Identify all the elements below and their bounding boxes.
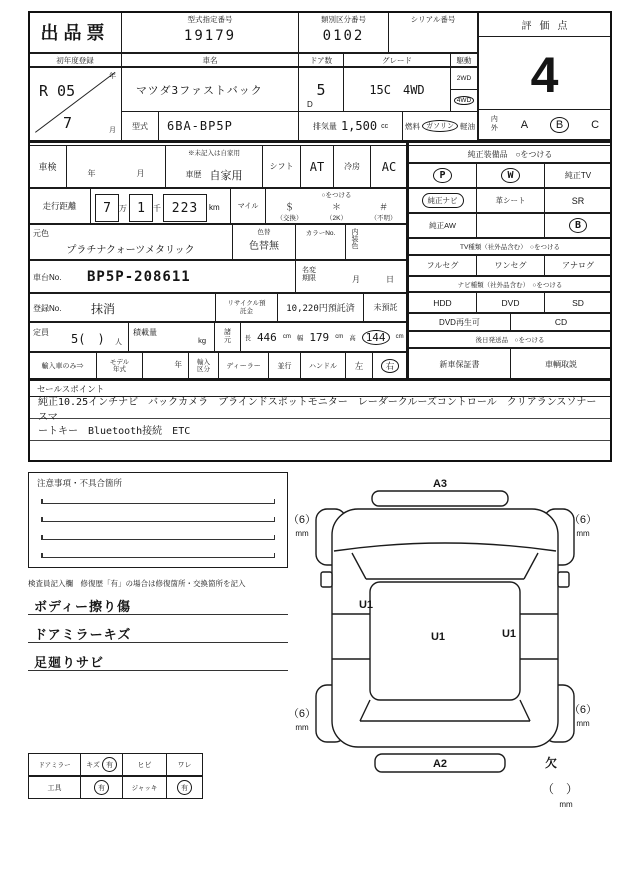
- odometer-rest-box: [163, 194, 207, 222]
- note-private: ※未記入は自家用: [188, 150, 240, 157]
- drive-4wd: 4WD: [456, 97, 472, 104]
- chassis-no: BP5P-208611: [87, 269, 191, 285]
- meter-note-cell: [265, 188, 408, 224]
- pw-mark: W: [507, 170, 514, 181]
- displacement-cell: [298, 111, 403, 141]
- inspector-item-1: ボディー擦り傷: [34, 599, 131, 614]
- genuine-tv-cell: 純正TV: [544, 163, 612, 188]
- height-cm: cm: [395, 334, 404, 340]
- model-year-cell: [96, 352, 143, 380]
- dvd-cell: DVD: [476, 292, 545, 313]
- tread-front-left-unit: mm: [295, 529, 309, 538]
- mile-label: マイル: [230, 188, 266, 224]
- mileage-man: 7: [103, 200, 111, 216]
- missing-unit: mm: [559, 800, 573, 809]
- height-label: 高: [349, 334, 356, 342]
- name-change-day: 日: [386, 275, 394, 284]
- tread-rear-right-unit: mm: [576, 719, 590, 728]
- first-reg-header: 初年度登録: [28, 53, 122, 67]
- tread-front-right: （6）: [568, 514, 598, 526]
- ac-label: 冷房: [333, 145, 371, 188]
- tread-front-left: （6）: [288, 514, 317, 526]
- meter-opt-2: [313, 200, 360, 222]
- chassis-cell: [28, 260, 296, 293]
- circle-note: ○をつける: [321, 192, 352, 199]
- grade-header: グレード: [343, 53, 451, 67]
- car-name-cell: [121, 67, 299, 112]
- year-unit: 年: [109, 73, 116, 80]
- analog-cell: アナログ: [544, 255, 612, 276]
- ac-value: AC: [381, 159, 397, 174]
- doors-header: ドア数: [298, 53, 344, 67]
- equipment-header: 純正装備品 ○をつける: [408, 145, 612, 163]
- score-value-area: [479, 36, 610, 114]
- meter1-sub: （交換）: [276, 215, 303, 222]
- grade-a: A: [520, 118, 529, 131]
- model-code: 6BA-BP5P: [167, 119, 233, 133]
- pw-oval: [501, 168, 519, 183]
- class-division-label: 類別区分番号: [321, 15, 366, 24]
- color-no-cell: [295, 224, 346, 260]
- capacity-value: 5( ): [71, 332, 105, 346]
- drive-header: 駆動: [450, 53, 478, 67]
- drive-4wd-cell: [450, 89, 478, 112]
- meter-opt-1: [266, 200, 313, 222]
- first-reg-year: R 05: [39, 82, 76, 100]
- history-value: 自家用: [209, 168, 243, 182]
- drive-2wd-cell: 2WD: [450, 67, 478, 90]
- length-label: 長: [244, 334, 251, 342]
- legend-jack-mark-cell: [166, 776, 203, 799]
- kg-unit: kg: [198, 336, 206, 345]
- int-ext-row: [479, 109, 610, 139]
- mileage-rest: 223: [171, 200, 199, 216]
- cd-cell: CD: [510, 313, 612, 331]
- sales-point-line2-row: [28, 419, 612, 441]
- title-cell: [28, 11, 122, 53]
- displacement-value: 1,500: [340, 119, 378, 133]
- ac-cell: [370, 145, 408, 188]
- meter2-sub: （2K）: [326, 215, 347, 222]
- fuel-gasoline: ガソリン: [426, 123, 454, 130]
- shaken-label: 車検: [28, 145, 67, 188]
- caution-line-3: [41, 531, 275, 540]
- doors-value: 5: [316, 80, 326, 99]
- divider-vertical: [406, 140, 409, 380]
- divider-top: [28, 140, 612, 143]
- fuel-diesel: 軽油: [460, 121, 475, 131]
- tread-rear-left-unit: mm: [295, 723, 309, 732]
- mirror-left: [321, 572, 332, 587]
- shaken-month-unit: 月: [136, 169, 145, 178]
- sales-point-line1-row: [28, 396, 612, 423]
- sd-cell: SD: [544, 292, 612, 313]
- fuel-cell: [402, 111, 478, 141]
- height-oval: [362, 330, 390, 345]
- dent-mark-center: U1: [430, 631, 446, 643]
- color-change-value: 色替無: [249, 241, 279, 252]
- full-seg-cell: フルセグ: [408, 255, 477, 276]
- front-damage-mark: A3: [432, 478, 448, 490]
- fuel-gasoline-oval: [422, 120, 458, 132]
- one-seg-cell: ワンセグ: [476, 255, 545, 276]
- mirror-right: [558, 572, 569, 587]
- missing-value: （ ）: [541, 782, 579, 796]
- name-change-month: 月: [352, 275, 360, 284]
- aw-mark-cell: [544, 213, 612, 238]
- legend-split: ワレ: [166, 753, 203, 776]
- load-cell: [128, 322, 215, 352]
- dvd-play-cell: DVD再生可: [408, 313, 511, 331]
- inspector-note: 検査員記入欄 修復歴「有」の場合は修復箇所・交換箇所を記入: [28, 579, 246, 588]
- load-label: 積載量: [133, 328, 157, 337]
- km-unit: km: [209, 203, 220, 212]
- shaken-year-unit: 年: [87, 169, 96, 178]
- dent-mark-right: U1: [501, 628, 517, 640]
- model-year-label: モデル年式: [109, 358, 130, 373]
- length-cm: cm: [282, 334, 291, 340]
- import-class-label: 輸入区分: [197, 358, 210, 373]
- man-unit: 万: [119, 204, 127, 213]
- manual-cell: 車輌取説: [510, 348, 612, 380]
- legend-scratch: キズ: [86, 761, 100, 769]
- cc-unit: cc: [381, 122, 389, 130]
- int-ext-label: 内外: [490, 116, 498, 132]
- model-designation-cell: [121, 11, 299, 53]
- history-label: 車歴: [185, 170, 202, 179]
- car-name-header: 車名: [121, 53, 299, 67]
- score-box: [477, 11, 612, 141]
- import-class-cell: [188, 352, 219, 380]
- legend-tools: 工具: [28, 776, 81, 799]
- grade-b: B: [555, 118, 564, 131]
- meter2: ＊: [331, 202, 341, 212]
- caution-line-4: [41, 549, 275, 558]
- sales-point-line1: 純正10.25インチナビ バックカメラ ブラインドスポットモニター レーダークルーズコントロール クリアランスソナー スマ: [38, 396, 607, 423]
- score-header: [479, 13, 610, 37]
- legend-jack-mark: 有: [177, 780, 192, 795]
- meter3: ＃: [378, 202, 388, 212]
- front-bumper: [372, 491, 508, 506]
- genuine-navi-oval: [422, 193, 464, 208]
- drive-4wd-oval: [454, 96, 474, 105]
- name-change-label: 名変期限: [302, 267, 316, 283]
- hdd-cell: HDD: [408, 292, 477, 313]
- genuine-aw-cell: 純正AW: [408, 213, 477, 238]
- inspector-underline-2: [28, 642, 288, 643]
- color-change-cell: [232, 224, 296, 260]
- first-reg-cell: [28, 67, 122, 141]
- dealer-cell: ディーラー: [218, 352, 269, 380]
- shift-value: AT: [309, 159, 325, 174]
- tv-type-header: TV種類（社外品含む） ○をつける: [408, 238, 612, 255]
- model-label: 型式: [121, 111, 159, 141]
- handle-right: 右: [385, 361, 395, 371]
- color-no-label: カラーNo.: [305, 230, 336, 237]
- meter-opt-3: [360, 200, 407, 222]
- recycle-label-cell: [215, 293, 278, 322]
- ps-mark: P: [439, 170, 446, 181]
- caution-line-2: [41, 513, 275, 522]
- model-year-unit: 年: [174, 360, 182, 369]
- diagonal-slash: [35, 72, 115, 133]
- ps-oval: [433, 168, 451, 183]
- mileage-sen: 1: [137, 200, 145, 216]
- spec-label: 諸元: [224, 328, 231, 344]
- history-cell: [165, 145, 263, 188]
- pw-cell: [476, 163, 545, 188]
- ps-cell: [408, 163, 477, 188]
- car-body: [332, 509, 558, 747]
- serial-label: シリアル番号: [410, 15, 456, 24]
- legend-scratch-cell: [80, 753, 123, 776]
- sales-point-label: セールスポイント: [37, 383, 105, 394]
- length-value: 446: [256, 330, 277, 344]
- recycle-label: リサイクル預託金: [227, 300, 266, 315]
- grade-c: C: [591, 118, 600, 131]
- legend-tools-mark-cell: [80, 776, 123, 799]
- equipment-blank-cell: [476, 213, 545, 238]
- doors-cell: [298, 67, 344, 112]
- grade-b-oval: [550, 117, 569, 133]
- meter3-sub: （不明）: [370, 215, 397, 222]
- sheet-title: 出品票: [40, 23, 110, 43]
- model-code-cell: [158, 111, 299, 141]
- interior-color-cell: [345, 224, 408, 260]
- width-cm: cm: [335, 334, 344, 340]
- mileage-label: 走行距離: [28, 188, 91, 224]
- color-label: 元色: [33, 229, 49, 238]
- recycle-paid: 10,220円預託済: [286, 304, 355, 314]
- displacement-label: 排気量: [312, 121, 337, 131]
- model-year-value-cell: [142, 352, 189, 380]
- legend-scratch-mark: 有: [102, 757, 117, 772]
- sen-unit: 千: [153, 204, 161, 213]
- tread-rear-left: （6）: [288, 708, 317, 720]
- meter1: ＄: [284, 202, 294, 212]
- car-name: マツダ3ファストバック: [136, 83, 263, 97]
- odometer-cell: [90, 188, 231, 224]
- person-unit: 人: [115, 339, 122, 346]
- genuine-navi: 純正ナビ: [427, 196, 458, 205]
- car-diagram: [288, 465, 618, 815]
- legend-tools-mark: 有: [94, 780, 109, 795]
- handle-right-cell: [372, 352, 408, 380]
- legend-door-mirror: ドアミラー: [28, 753, 81, 776]
- chassis-label: 車台No.: [33, 273, 62, 282]
- class-division-no: 0102: [322, 28, 365, 44]
- reg-cell: [28, 293, 216, 322]
- spec-label-cell: [214, 322, 241, 352]
- genuine-navi-cell: [408, 188, 477, 213]
- parallel-cell: 並行: [268, 352, 301, 380]
- caution-box: [28, 472, 288, 568]
- color-value: プラチナクォーツメタリック: [66, 244, 195, 256]
- rear-damage-mark: A2: [432, 758, 448, 770]
- sales-point-line2: ートキー Bluetooth接続 ETC: [38, 426, 191, 437]
- color-change-label: 色替: [257, 229, 271, 236]
- handle-label: ハンドル: [300, 352, 346, 380]
- width-label: 幅: [296, 334, 304, 342]
- inspector-item-3: 足廻りサビ: [34, 655, 105, 670]
- doors-sub: D: [307, 100, 313, 109]
- later-ship-header: 後日発送品 ○をつける: [408, 331, 612, 348]
- score-label: 評価点: [521, 21, 576, 32]
- inspector-underline-3: [28, 670, 288, 671]
- legend-crack: ヒビ: [122, 753, 167, 776]
- recycle-paid-cell: [277, 293, 364, 322]
- score-value: 4: [530, 47, 559, 103]
- caution-label: 注意事項・不具合箇所: [37, 478, 123, 488]
- aw-mark: B: [574, 220, 582, 231]
- navi-type-header: ナビ種類（社外品含む） ○をつける: [408, 276, 612, 292]
- missing-label: 欠: [544, 756, 558, 770]
- width-value: 179: [309, 330, 330, 344]
- reg-status: 抹消: [91, 302, 116, 316]
- inspector-underline-1: [28, 614, 288, 615]
- grade-cell: [343, 67, 451, 112]
- tread-rear-right: （6）: [568, 704, 598, 716]
- month-unit: 月: [109, 127, 116, 134]
- model-designation-label: 型式指定番号: [187, 15, 233, 24]
- capacity-label: 定員: [33, 328, 49, 337]
- aw-mark-oval: [569, 218, 587, 233]
- capacity-cell: [28, 322, 129, 352]
- odometer-sen-box: [129, 194, 153, 222]
- shaken-date-cell: [66, 145, 166, 188]
- model-designation-no: 19179: [183, 28, 237, 44]
- name-change-cell: [295, 260, 408, 293]
- divider-sales: [28, 378, 612, 381]
- caution-line-1: [41, 495, 275, 504]
- recycle-unpaid: 未預託: [363, 293, 408, 322]
- handle-left: 左: [345, 352, 373, 380]
- first-reg-month: 7: [63, 114, 73, 132]
- grade-value: 15C 4WD: [369, 83, 425, 97]
- inspector-item-2: ドアミラーキズ: [34, 627, 132, 642]
- dimensions-cell: [240, 322, 408, 352]
- interior-color-label: 内装色: [351, 228, 358, 249]
- reg-label: 登録No.: [33, 304, 62, 313]
- handle-right-oval: [381, 359, 400, 373]
- warranty-cell: 新車保証書: [408, 348, 511, 380]
- sunroof-cell: SR: [544, 188, 612, 213]
- dent-mark-left: U1: [358, 599, 374, 611]
- class-division-cell: [298, 11, 389, 53]
- shift-label: シフト: [262, 145, 301, 188]
- height-value: 144: [365, 330, 386, 344]
- serial-cell: [388, 11, 478, 53]
- odometer-man-box: [95, 194, 119, 222]
- shift-cell: [300, 145, 334, 188]
- legend-jack: ジャッキ: [122, 776, 167, 799]
- tread-front-right-unit: mm: [576, 529, 590, 538]
- leather-cell: 革シート: [476, 188, 545, 213]
- fuel-label: 燃料: [405, 121, 420, 131]
- import-label: 輸入車のみ⇒: [28, 352, 97, 380]
- color-cell: [28, 224, 233, 260]
